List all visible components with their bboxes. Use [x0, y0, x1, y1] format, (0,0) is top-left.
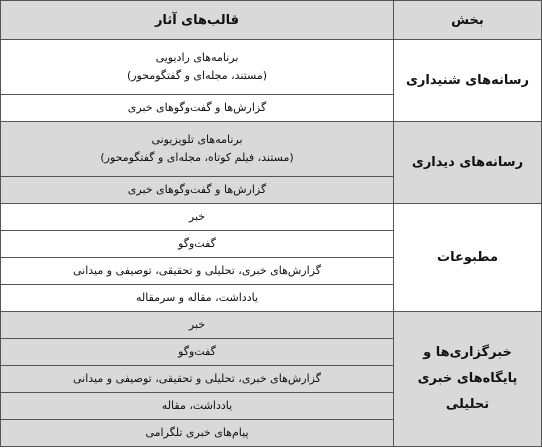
section-label-line: پایگاه‌های خبری تحلیلی: [417, 371, 518, 412]
format-cell: [1, 177, 394, 204]
format-text-line: خبر: [188, 318, 206, 331]
format-cell: [1, 231, 394, 258]
section-cell-news-agencies: [394, 312, 542, 447]
format-text-line: گزارش‌ها و گفت‌وگوهای خبری: [127, 101, 267, 114]
format-text-line: برنامه‌های تلویزیونی: [151, 133, 243, 146]
format-text-line: (مستند، مجله‌ای و گفتگومحور): [126, 69, 268, 82]
format-cell: [1, 420, 394, 447]
format-cell: [1, 366, 394, 393]
header-row: [1, 1, 542, 40]
table-row: [1, 204, 542, 231]
format-text-line: گزارش‌های خبری، تحلیلی و تحقیقی، توصیفی و میدانی: [73, 372, 321, 385]
format-text-line: گزارش‌ها و گفت‌وگوهای خبری: [127, 183, 267, 196]
format-text-line: گزارش‌های خبری، تحلیلی و تحقیقی، توصیفی و میدانی: [73, 264, 321, 277]
format-text-line: پیام‌های خبری تلگرامی: [145, 426, 249, 439]
format-text-line: یادداشت، مقاله و سرمقاله: [135, 291, 259, 304]
format-cell: [1, 258, 394, 285]
format-cell: [1, 285, 394, 312]
format-cell: [1, 40, 394, 95]
format-text-line: گفت‌وگو: [178, 237, 216, 250]
section-label-line: رسانه‌های دیداری: [411, 154, 524, 170]
format-text-line: یادداشت، مقاله: [161, 399, 233, 412]
section-cell-visual-media: [394, 122, 542, 204]
format-cell: [1, 122, 394, 177]
section-cell-audio-media: [394, 40, 542, 122]
format-text-line: خبر: [188, 210, 206, 223]
table-row: [1, 312, 542, 339]
format-text-line: برنامه‌های رادیویی: [155, 51, 239, 64]
format-cell: [1, 393, 394, 420]
format-cell: [1, 339, 394, 366]
format-text-line: گفت‌وگو: [178, 345, 216, 358]
formats-header: قالب‌های آثار: [1, 1, 394, 40]
format-cell: [1, 95, 394, 122]
section-header: بخش: [394, 1, 542, 40]
table-row: [1, 122, 542, 177]
format-cell: [1, 204, 394, 231]
section-label-line: مطبوعات: [437, 249, 498, 265]
section-cell-press: [394, 204, 542, 312]
format-cell: [1, 312, 394, 339]
section-label-line: رسانه‌های شنیداری: [405, 72, 529, 88]
section-label-line: خبرگزاری‌ها و: [423, 345, 512, 360]
format-text-line: (مستند، فیلم کوتاه، مجله‌ای و گفتگومحور): [100, 151, 294, 164]
table-row: [1, 40, 542, 95]
